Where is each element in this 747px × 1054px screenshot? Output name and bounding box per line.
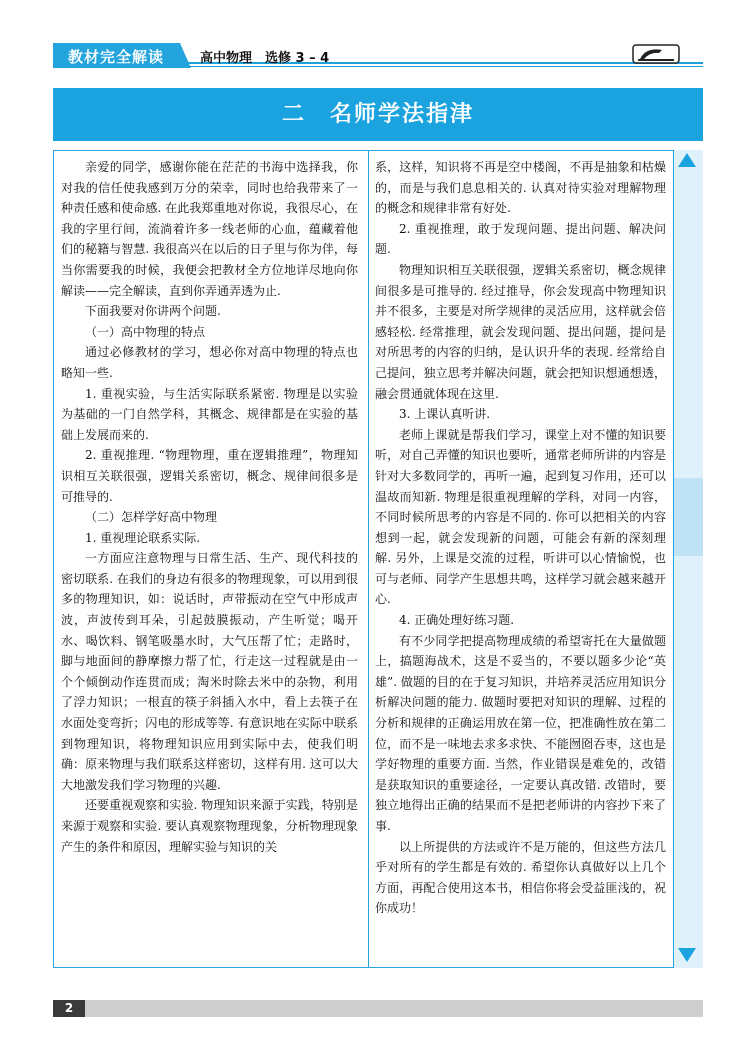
paragraph: 有不少同学把提高物理成绩的希望寄托在大量做题上，搞题海战术，这是不妥当的，不要以题多少论“英雄”. 做题的目的在于复习知识，并培养灵活应用知识分析解决问题的能力. 做题时要把对知识的理解、过程的分析和规律的正确运用放在第一位，把准确性放在第二位，而不是一味地去求多求快、不能囫囵吞枣，这也是学好物理的重要方面. 当然，作业错误是难免的，改错是获取知识的重要途径，一定要认真改错. 改错时，要独立地得出正确的结果而不是把老师讲的内容抄下来了事. (375, 633, 666, 833)
paragraph: 3. 上课认真听讲. (399, 407, 491, 422)
paragraph: 物理知识相互关联很强，逻辑关系密切，概念规律间很多是可推导的. 经过推导，你会发现高中物理知识并不很多，主要是对所学规律的灵活应用，这样就会倍感轻松. 经常推理，就会发现问题、提出问题，提问是对所思考的内容的归纳，是认识升华的表现. 经常给自己提问，独立思考并解决问题，就会把知识想通想透，融会贯通就体现在这里. (375, 262, 666, 401)
publisher-logo-icon (632, 44, 680, 64)
scrollbar-thumb[interactable] (674, 478, 703, 556)
subheading: （二）怎样学好高中物理 (85, 510, 218, 525)
scroll-down-arrow-icon[interactable] (678, 948, 696, 962)
scroll-up-arrow-icon[interactable] (678, 153, 696, 167)
subheading: （一）高中物理的特点 (85, 324, 206, 339)
paragraph: 1. 重视实验，与生活实际联系紧密. 物理是以实验为基础的一门自然学科，其概念、规律都是在实验的基础上发展而来的. (61, 386, 358, 442)
paragraph: 老师上课就是帮我们学习，课堂上对不懂的知识要听，对自己弄懂的知识也要听，通常老师所讲的内容是针对大多数同学的，再听一遍，起到复习作用，还可以温故而知新. 物理是很重视理解的学科，对同一内容，不同时候所思考的内容是不同的. 你可以把相关的内容想到一起，就会发现新的问题，可能会有新的深刻理解. 另外，上课是交流的过程，听讲可以心情愉悦，也可与老师、同学产生思想共鸣，这样学习就会越来越开心. (375, 427, 666, 607)
scrollbar[interactable] (673, 150, 703, 968)
paragraph: 2. 重视推理. “物理物理，重在逻辑推理”，物理知识相互关联很强，逻辑关系密切，概念、规律间很多是可推导的. (61, 448, 358, 504)
book-title: 高中物理 选修 3 – 4 (200, 51, 330, 66)
paragraph: 一方面应注意物理与日常生活、生产、现代科技的密切联系. 在我们的身边有很多的物理现象，可以用到很多的物理知识，如：说话时，声带振动在空气中形成声波，声波传到耳朵，引起鼓膜振动，产生听觉；喝开水、喝饮料、钢笔吸墨水时，大气压帮了忙；走路时，脚与地面间的静摩擦力帮了忙，行走这一过程就是由一个个倾倒动作连贯而成；淘米时除去米中的杂物，利用了浮力知识；一根直的筷子斜插入水中，看上去筷子在水面处变弯折；闪电的形成等等. 有意识地在实际中联系到物理知识，将物理知识应用到实际中去，使我们明确：原来物理与我们联系这样密切，这样有用. 这可以大大地激发我们学习物理的兴趣. (61, 551, 358, 792)
paragraph-continued: 系，这样，知识将不再是空中楼阁，不再是抽象和枯燥的，而是与我们息息相关的. 认真对待实验对理解物理的概念和规律非常有好处. (375, 160, 666, 216)
page-number: 2 (53, 1000, 85, 1017)
footer-bar (53, 1000, 703, 1017)
paragraph: 下面我要对你讲两个问题. (85, 304, 221, 319)
paragraph: 亲爱的同学，感谢你能在茫茫的书海中选择我，你对我的信任使我感到万分的荣幸，同时也给我带来了一种责任感和使命感. 在此我郑重地对你说，我很尽心，在我的字里行间，流淌着许多一线老师的心血，蕴藏着他们的秘籍与智慧. 我很高兴在以后的日子里与你为伴，每当你需要我的时候，我便会把教材全方位地详尽地向你解读——完全解读，直到你弄通弄透为止. (61, 160, 358, 298)
column-divider (368, 150, 369, 968)
paragraph: 1. 重视理论联系实际. (85, 530, 201, 545)
paragraph: 通过必修教材的学习，想必你对高中物理的特点也略知一些. (61, 345, 358, 380)
section-title: 二 名师学法指津 (281, 102, 474, 127)
paragraph: 还要重视观察和实验. 物理知识来源于实践，特别是来源于观察和实验. 要认真观察物理现象，分析物理现象产生的条件和原因，理解实验与知识的关 (61, 798, 358, 854)
left-column (61, 157, 358, 857)
right-column (375, 157, 666, 919)
series-title: 教材完全解读 (68, 48, 165, 66)
paragraph: 4. 正确处理好练习题. (399, 613, 515, 628)
paragraph: 2. 重视推理，敢于发现问题、提出问题、解决问题. (375, 221, 666, 257)
paragraph: 以上所提供的方法或许不是万能的，但这些方法几乎对所有的学生都是有效的. 希望你认真做好以上几个方面，再配合使用这本书，相信你将会受益匪浅的，祝你成功！ (375, 839, 666, 916)
